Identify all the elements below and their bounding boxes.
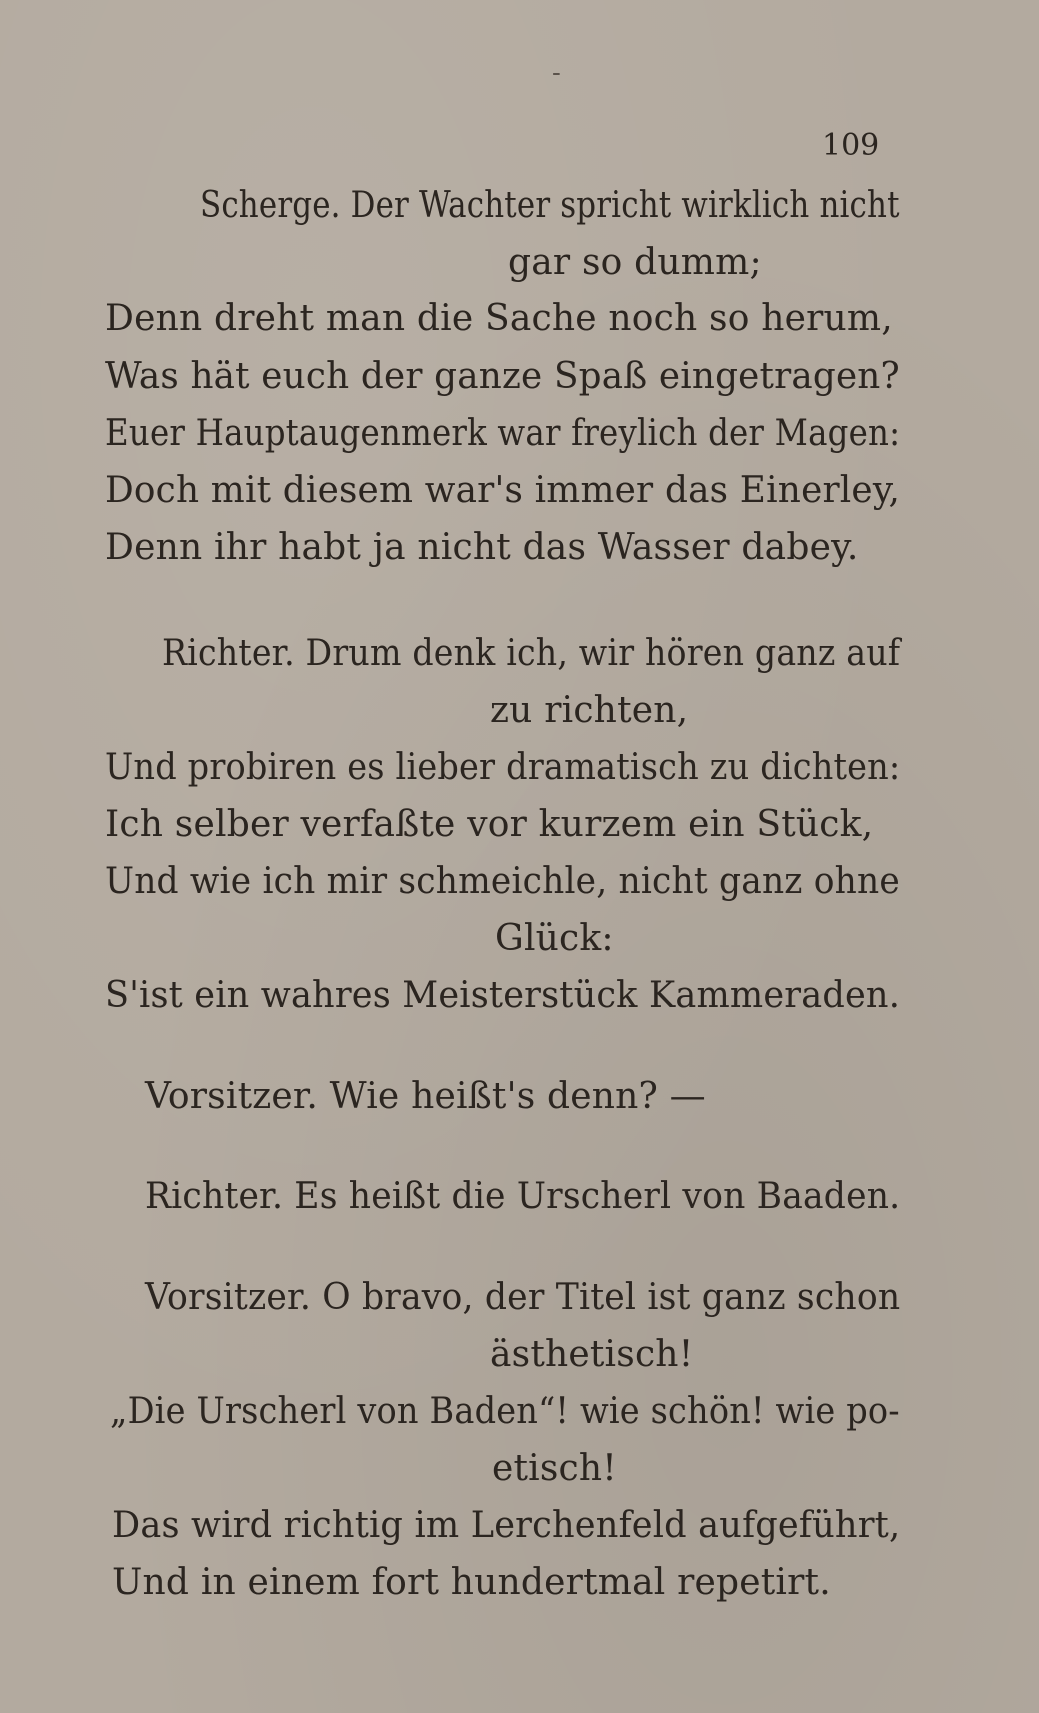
text-line: Das wird richtig im Lerchenfeld aufgeführt, bbox=[112, 1505, 901, 1546]
text-line: S'ist ein wahres Meisterstück Kammeraden. bbox=[105, 975, 901, 1016]
text-line: gar so dumm; bbox=[508, 242, 762, 283]
text-line: Denn ihr habt ja nicht das Wasser dabey. bbox=[105, 527, 859, 568]
text-line: Vorsitzer. Wie heißt's denn? — bbox=[145, 1076, 706, 1117]
text-line: Richter. Drum denk ich, wir hören ganz auf bbox=[162, 633, 901, 674]
text-line: Glück: bbox=[495, 918, 614, 959]
text-line: ästhetisch! bbox=[490, 1334, 694, 1375]
text-line: Ich selber verfaßte vor kurzem ein Stück, bbox=[105, 804, 874, 845]
text-line: Vorsitzer. O bravo, der Titel ist ganz schon bbox=[145, 1277, 901, 1318]
text-line: Scherge. Der Wachter spricht wirklich nicht bbox=[200, 185, 900, 226]
text-line: Und probiren es lieber dramatisch zu dichten: bbox=[105, 747, 901, 788]
text-line: Doch mit diesem war's immer das Einerley, bbox=[105, 470, 901, 511]
text-line: Und in einem fort hundertmal repetirt. bbox=[112, 1562, 831, 1603]
text-line: Denn dreht man die Sache noch so herum, bbox=[105, 298, 893, 339]
top-mark: - bbox=[552, 58, 561, 88]
text-line: Euer Hauptaugenmerk war freylich der Magen: bbox=[105, 413, 901, 454]
text-line: Was hät euch der ganze Spaß eingetragen? bbox=[105, 356, 900, 397]
text-line: Richter. Es heißt die Urscherl von Baaden. bbox=[145, 1176, 901, 1217]
text-line: Und wie ich mir schmeichle, nicht ganz ohne bbox=[105, 861, 900, 902]
text-line: etisch! bbox=[492, 1448, 617, 1489]
page-number: 109 bbox=[822, 128, 880, 163]
text-line: „Die Urscherl von Baden“! wie schön! wie po- bbox=[110, 1391, 900, 1432]
text-line: zu richten, bbox=[490, 690, 689, 731]
